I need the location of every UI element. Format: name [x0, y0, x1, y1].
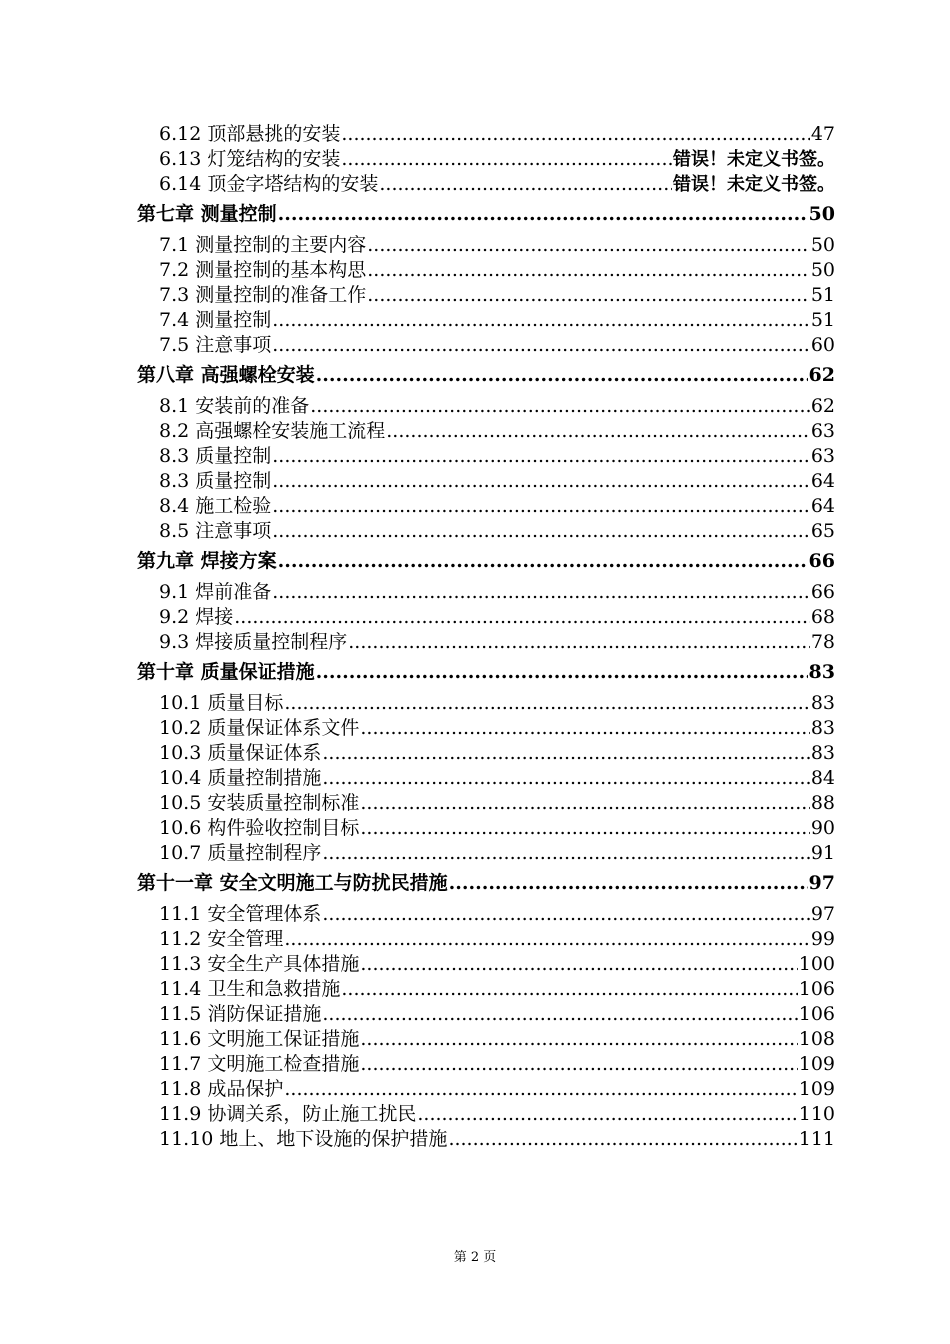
toc-entry-label: 11.9 协调关系，防止施工扰民 [159, 1103, 417, 1125]
toc-section-entry[interactable] [159, 691, 835, 716]
toc-leader-dots [272, 580, 810, 605]
toc-leader-dots [278, 201, 808, 227]
toc-chapter-entry[interactable] [137, 362, 835, 388]
toc-leader-dots [322, 741, 809, 766]
toc-section-entry[interactable] [159, 122, 835, 147]
toc-leader-dots [272, 444, 810, 469]
toc-leader-dots [322, 1002, 797, 1027]
toc-leader-dots [272, 469, 810, 494]
toc-section-entry[interactable] [159, 580, 835, 605]
toc-leader-dots [310, 394, 810, 419]
toc-leader-dots [322, 766, 809, 791]
toc-section-entry[interactable] [159, 1127, 835, 1152]
toc-leader-dots [284, 691, 809, 716]
toc-leader-dots [278, 548, 808, 574]
toc-section-entry[interactable] [159, 1102, 835, 1127]
toc-entry-page: 51 [810, 284, 835, 306]
toc-leader-dots [367, 233, 810, 258]
toc-section-entry[interactable] [159, 283, 835, 308]
toc-section-entry[interactable] [159, 333, 835, 358]
toc-leader-dots [360, 1027, 797, 1052]
toc-entry-page: 66 [810, 581, 835, 603]
toc-leader-dots [341, 122, 809, 147]
toc-entry-label: 10.2 质量保证体系文件 [159, 717, 360, 739]
toc-section-entry[interactable] [159, 147, 835, 172]
toc-entry-label: 10.6 构件验收控制目标 [159, 817, 360, 839]
toc-section-entry[interactable] [159, 172, 835, 197]
toc-entry-page: 110 [798, 1103, 835, 1125]
toc-entry-label: 第七章 测量控制 [137, 203, 277, 225]
toc-entry-page: 50 [808, 203, 835, 225]
toc-entry-label: 9.1 焊前准备 [159, 581, 272, 603]
toc-entry-label: 10.3 质量保证体系 [159, 742, 322, 764]
toc-entry-page: 97 [810, 903, 835, 925]
toc-entry-page: 62 [810, 395, 835, 417]
toc-entry-label: 11.1 安全管理体系 [159, 903, 322, 925]
toc-leader-dots [272, 494, 810, 519]
toc-entry-label: 8.5 注意事项 [159, 520, 272, 542]
toc-entry-label: 第八章 高强螺栓安装 [137, 364, 315, 386]
toc-section-entry[interactable] [159, 519, 835, 544]
toc-entry-page: 106 [798, 978, 835, 1000]
toc-entry-label: 7.2 测量控制的基本构思 [159, 259, 367, 281]
toc-chapter-entry[interactable] [137, 201, 835, 227]
toc-chapter-entry[interactable] [137, 659, 835, 685]
toc-entry-page: 50 [810, 259, 835, 281]
toc-entry-label: 7.3 测量控制的准备工作 [159, 284, 367, 306]
toc-entry-label: 11.10 地上、地下设施的保护措施 [159, 1128, 448, 1150]
toc-leader-dots [367, 258, 810, 283]
toc-entry-page: 100 [798, 953, 835, 975]
toc-section-entry[interactable] [159, 766, 835, 791]
toc-leader-dots [360, 1052, 797, 1077]
toc-section-entry[interactable] [159, 816, 835, 841]
toc-leader-dots [322, 902, 809, 927]
toc-entry-label: 第十一章 安全文明施工与防扰民措施 [137, 872, 448, 894]
toc-entry-page: 88 [810, 792, 835, 814]
toc-entry-label: 第九章 焊接方案 [137, 550, 277, 572]
toc-entry-label: 8.3 质量控制 [159, 445, 272, 467]
toc-section-entry[interactable] [159, 927, 835, 952]
toc-entry-label: 8.3 质量控制 [159, 470, 272, 492]
toc-entry-label: 10.4 质量控制措施 [159, 767, 322, 789]
toc-entry-label: 6.12 顶部悬挑的安装 [159, 123, 341, 145]
toc-entry-page: 63 [810, 445, 835, 467]
toc-entry-page: 84 [810, 767, 835, 789]
toc-entry-page: 51 [810, 309, 835, 331]
toc-entry-label: 11.3 安全生产具体措施 [159, 953, 360, 975]
toc-entry-page: 62 [808, 364, 835, 386]
toc-entry-label: 第十章 质量保证措施 [137, 661, 315, 683]
toc-entry-label: 9.2 焊接 [159, 606, 234, 628]
toc-section-entry[interactable] [159, 630, 835, 655]
toc-section-entry[interactable] [159, 716, 835, 741]
toc-entry-label: 7.5 注意事项 [159, 334, 272, 356]
toc-section-entry[interactable] [159, 605, 835, 630]
toc-section-entry[interactable] [159, 233, 835, 258]
toc-leader-dots [417, 1102, 797, 1127]
toc-entry-page: 90 [810, 817, 835, 839]
toc-entry-page: 109 [798, 1078, 835, 1100]
toc-entry-page: 106 [798, 1003, 835, 1025]
toc-entry-page: 109 [798, 1053, 835, 1075]
toc-leader-dots [316, 659, 808, 685]
toc-entry-label: 11.8 成品保护 [159, 1078, 284, 1100]
toc-section-entry[interactable] [159, 1077, 835, 1102]
toc-entry-page: 68 [810, 606, 835, 628]
toc-section-entry[interactable] [159, 394, 835, 419]
toc-leader-dots [360, 816, 809, 841]
toc-entry-label: 10.7 质量控制程序 [159, 842, 322, 864]
toc-entry-page: 97 [808, 872, 835, 894]
toc-entry-page: 60 [810, 334, 835, 356]
toc-leader-dots [316, 362, 808, 388]
toc-entry-page: 99 [810, 928, 835, 950]
toc-section-entry[interactable] [159, 419, 835, 444]
toc-entry-label: 11.2 安全管理 [159, 928, 284, 950]
toc-entry-label: 11.4 卫生和急救措施 [159, 978, 341, 1000]
toc-section-entry[interactable] [159, 444, 835, 469]
toc-section-entry[interactable] [159, 469, 835, 494]
toc-leader-dots [234, 605, 810, 630]
toc-entry-page: 错误！未定义书签。 [673, 174, 835, 195]
toc-entry-page: 111 [798, 1128, 835, 1150]
toc-section-entry[interactable] [159, 841, 835, 866]
toc-entry-page: 64 [810, 470, 835, 492]
toc-entry-label: 8.2 高强螺栓安装施工流程 [159, 420, 386, 442]
toc-section-entry[interactable] [159, 494, 835, 519]
toc-leader-dots [272, 308, 810, 333]
toc-section-entry[interactable] [159, 952, 835, 977]
toc-entry-page: 65 [810, 520, 835, 542]
toc-entry-label: 7.4 测量控制 [159, 309, 272, 331]
toc-section-entry[interactable] [159, 1052, 835, 1077]
toc-entry-label: 11.6 文明施工保证措施 [159, 1028, 360, 1050]
toc-leader-dots [386, 419, 810, 444]
toc-entry-label: 6.14 顶金字塔结构的安装 [159, 173, 379, 195]
toc-entry-page: 83 [808, 661, 835, 683]
toc-section-entry[interactable] [159, 741, 835, 766]
toc-section-entry[interactable] [159, 977, 835, 1002]
toc-leader-dots [272, 519, 810, 544]
toc-leader-dots [341, 977, 797, 1002]
toc-entry-label: 9.3 焊接质量控制程序 [159, 631, 348, 653]
toc-leader-dots [360, 791, 809, 816]
toc-entry-label: 10.1 质量目标 [159, 692, 284, 714]
toc-section-entry[interactable] [159, 258, 835, 283]
toc-leader-dots [360, 952, 797, 977]
toc-entry-label: 6.13 灯笼结构的安装 [159, 148, 341, 170]
toc-entry-page: 108 [798, 1028, 835, 1050]
toc-entry-page: 50 [810, 234, 835, 256]
toc-leader-dots [322, 841, 809, 866]
toc-section-entry[interactable] [159, 791, 835, 816]
toc-entry-page: 83 [810, 692, 835, 714]
toc-leader-dots [272, 333, 810, 358]
toc-section-entry[interactable] [159, 308, 835, 333]
toc-entry-page: 91 [810, 842, 835, 864]
toc-chapter-entry[interactable] [137, 870, 835, 896]
toc-entry-page: 83 [810, 742, 835, 764]
page-footer: 第 2 页 [453, 1250, 497, 1265]
toc-leader-dots [360, 716, 809, 741]
toc-chapter-entry[interactable] [137, 548, 835, 574]
table-of-contents [0, 122, 950, 1152]
toc-entry-page: 66 [808, 550, 835, 572]
toc-entry-page: 63 [810, 420, 835, 442]
toc-leader-dots [348, 630, 810, 655]
toc-entry-label: 8.1 安装前的准备 [159, 395, 310, 417]
toc-entry-label: 8.4 施工检验 [159, 495, 272, 517]
toc-entry-page: 错误！未定义书签。 [673, 149, 835, 170]
toc-leader-dots [341, 147, 672, 172]
toc-leader-dots [367, 283, 810, 308]
toc-leader-dots [448, 1127, 797, 1152]
toc-entry-label: 10.5 安装质量控制标准 [159, 792, 360, 814]
toc-entry-page: 83 [810, 717, 835, 739]
toc-leader-dots [449, 870, 808, 896]
toc-section-entry[interactable] [159, 1002, 835, 1027]
toc-entry-page: 47 [810, 123, 835, 145]
toc-entry-page: 78 [810, 631, 835, 653]
toc-leader-dots [284, 1077, 797, 1102]
toc-entry-label: 7.1 测量控制的主要内容 [159, 234, 367, 256]
toc-section-entry[interactable] [159, 902, 835, 927]
toc-leader-dots [284, 927, 809, 952]
toc-leader-dots [379, 172, 672, 197]
toc-entry-label: 11.5 消防保证措施 [159, 1003, 322, 1025]
toc-entry-label: 11.7 文明施工检查措施 [159, 1053, 360, 1075]
toc-section-entry[interactable] [159, 1027, 835, 1052]
toc-entry-page: 64 [810, 495, 835, 517]
